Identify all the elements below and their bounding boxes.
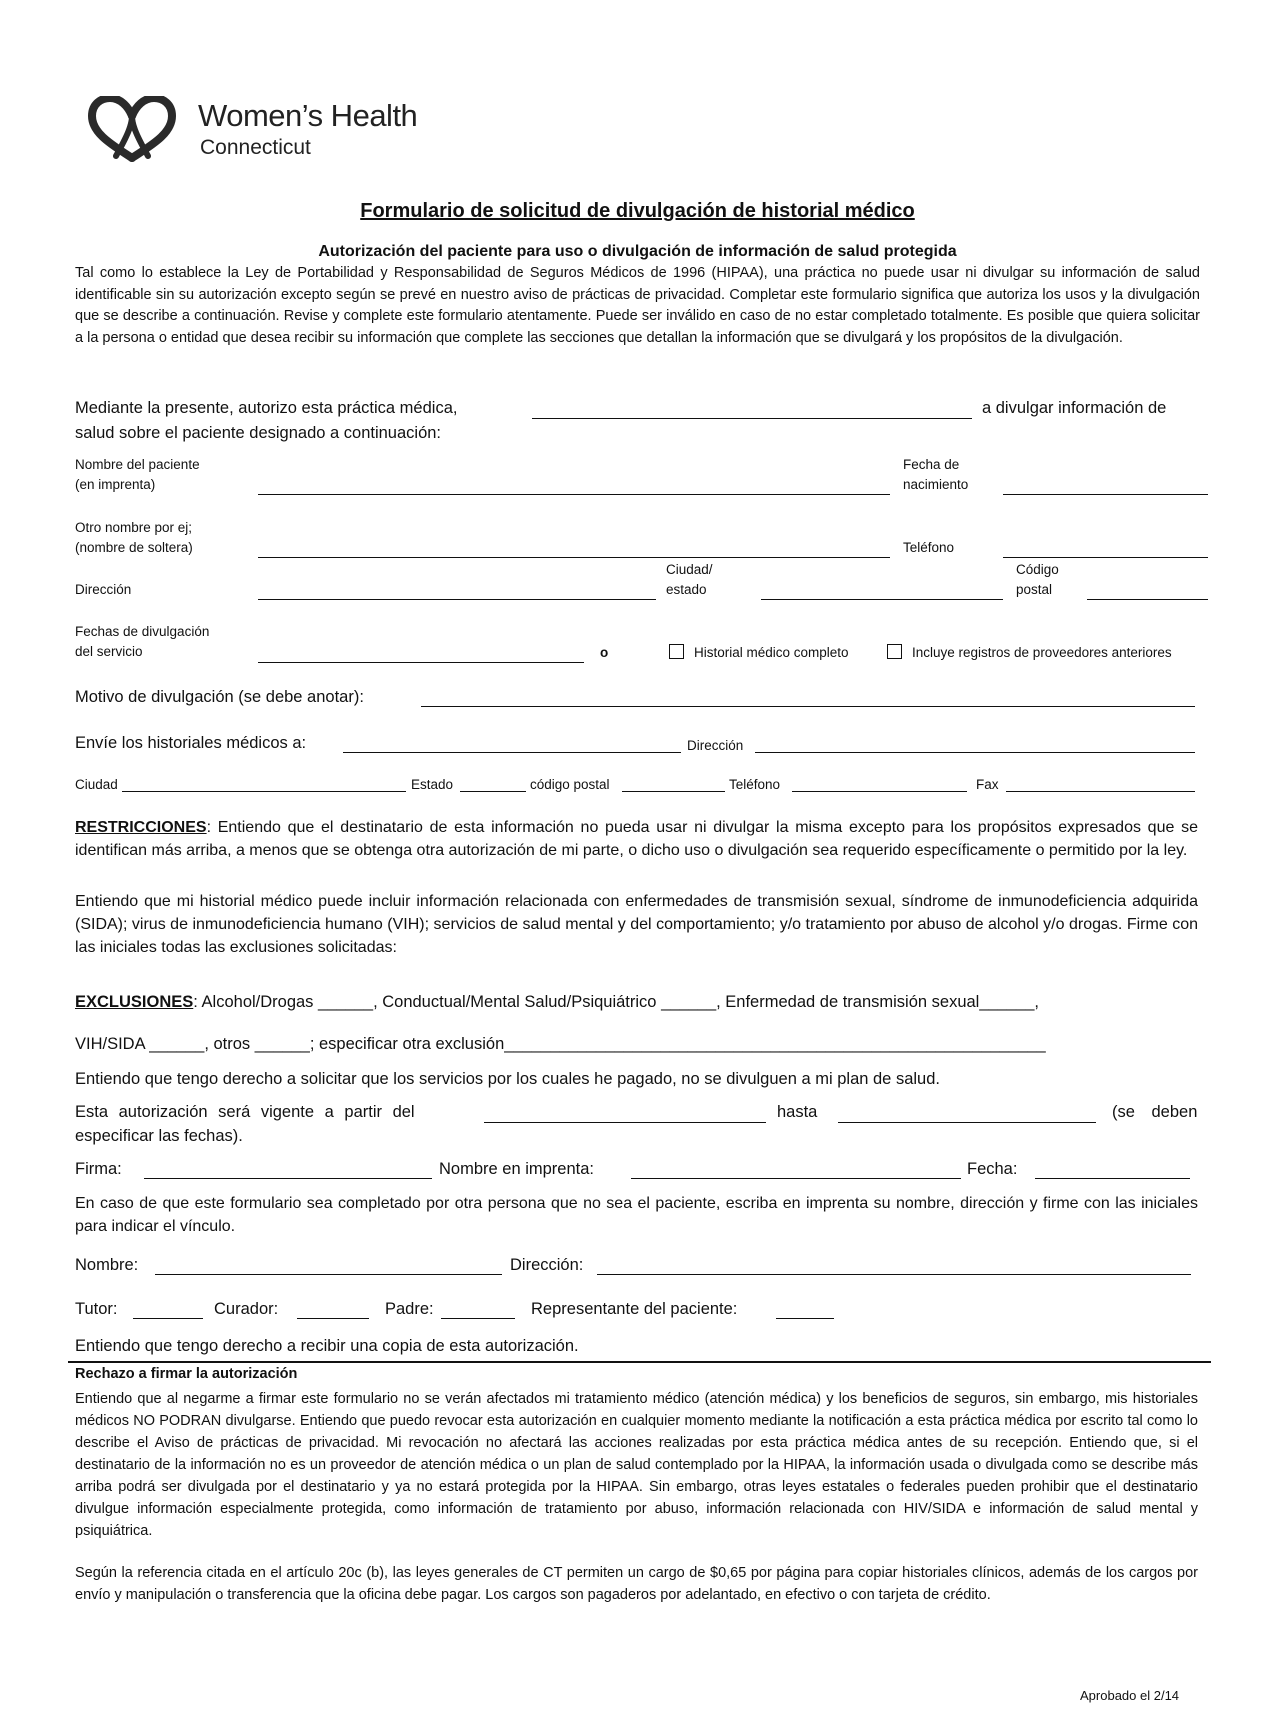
curator-label: Curador: bbox=[214, 1300, 279, 1318]
restrictions-paragraph-2: Entiendo que mi historial médico puede incluir información relacionada con enfermedades de transmisión sexual, síndrome de inmunodeficiencia adquirida (SIDA); virus de inmunodeficiencia humano (VIH); servicios de salud mental y del comportamiento; y/o tratamiento por abuso de alcohol y/o drogas. Firme con las iniciales todas las exclusiones solicitadas: bbox=[75, 893, 1198, 956]
date-label: Fecha: bbox=[967, 1160, 1018, 1178]
dates-label-2: del servicio bbox=[75, 644, 143, 659]
prior-providers-label: Incluye registros de proveedores anteriores bbox=[912, 645, 1172, 660]
zip-label-1: Código bbox=[1016, 562, 1059, 577]
city-label-1: Ciudad/ bbox=[666, 562, 713, 577]
reason-line[interactable] bbox=[421, 706, 1195, 707]
parent-line[interactable] bbox=[441, 1318, 515, 1319]
patient-name-label bbox=[75, 455, 200, 495]
complete-record-checkbox[interactable] bbox=[669, 644, 684, 659]
exclusions-text: : Alcohol/Drogas ______, Conductual/Mental Salud/Psiquiátrico ______, Enfermedad de transmisión sexual______, bbox=[193, 993, 1039, 1011]
fax-line[interactable] bbox=[1006, 791, 1195, 792]
state-label: Estado bbox=[411, 777, 454, 792]
rep-label: Representante del paciente: bbox=[531, 1300, 738, 1318]
phone-row-line[interactable] bbox=[792, 791, 967, 792]
send-address-label: Dirección bbox=[687, 738, 744, 753]
exclusions-line1 bbox=[75, 993, 1039, 1012]
or-label: o bbox=[600, 645, 609, 660]
heart-logo-icon bbox=[86, 96, 178, 166]
other-name-label-2: (nombre de soltera) bbox=[75, 540, 193, 555]
reason-label: Motivo de divulgación (se debe anotar): bbox=[75, 688, 364, 706]
validity-d: especificar las fechas). bbox=[75, 1127, 243, 1145]
address-label: Dirección bbox=[75, 582, 132, 597]
intro-paragraph: Tal como lo establece la Ley de Portabilidad y Responsabilidad de Seguros Médicos de 1996 (HIPAA), una práctica no puede usar ni divulgar su información de salud identificable sin su autorización excepto según se prevé en nuestro aviso de prácticas de privacidad. Completar este formulario significa que autoriza los usos y la divulgación que se describe a continuación. Revise y complete este formulario atentamente. Puede ser inválido en caso de no estar completado totalmente. Es posible que quiera solicitar a la persona o entidad que desea recibir su información que complete las secciones que detallan la información que se divulgará y los propósitos de la divulgación. bbox=[75, 265, 1200, 346]
other-person-text: En caso de que este formulario sea completado por otra persona que no sea el paciente, escriba en imprenta su nombre, dirección y firme con las iniciales para indicar el vínculo. bbox=[75, 1195, 1198, 1235]
logo-line1: Women’s Health bbox=[198, 98, 418, 133]
city-label-2: estado bbox=[666, 582, 707, 597]
guardian-label: Tutor: bbox=[75, 1300, 118, 1318]
prior-providers-checkbox[interactable] bbox=[887, 644, 902, 659]
authorize-line2: salud sobre el paciente designado a continuación: bbox=[75, 424, 442, 442]
other-name-line[interactable] bbox=[258, 557, 890, 558]
other-address-field-line[interactable] bbox=[597, 1274, 1191, 1275]
phone-row-label: Teléfono bbox=[729, 777, 781, 792]
validity-c: (se deben bbox=[1112, 1103, 1198, 1121]
phone-label: Teléfono bbox=[903, 540, 955, 555]
signature-label: Firma: bbox=[75, 1160, 122, 1178]
dob-line[interactable] bbox=[1003, 494, 1208, 495]
zip-label bbox=[1016, 560, 1059, 600]
zip-row-line[interactable] bbox=[622, 791, 725, 792]
zip-label-2: postal bbox=[1016, 582, 1053, 597]
phone-line[interactable] bbox=[1003, 557, 1208, 558]
patient-name-line[interactable] bbox=[258, 494, 890, 495]
other-name-label-1: Otro nombre por ej; bbox=[75, 520, 193, 535]
authorize-after: a divulgar información de bbox=[982, 399, 1167, 417]
restrictions-paragraph bbox=[75, 816, 1198, 862]
city-row-label: Ciudad bbox=[75, 777, 118, 792]
other-name-field-line[interactable] bbox=[155, 1274, 502, 1275]
restrictions-heading: RESTRICCIONES bbox=[75, 819, 207, 836]
refusal-heading: Rechazo a firmar la autorización bbox=[75, 1366, 298, 1382]
patient-name-label-1: Nombre del paciente bbox=[75, 457, 200, 472]
fax-label: Fax bbox=[976, 777, 999, 792]
exclusions-line2: VIH/SIDA ______, otros ______; especificar otra exclusión___________________________________________________________ bbox=[75, 1035, 1046, 1053]
validity-to-line[interactable] bbox=[838, 1122, 1096, 1123]
fees-text: Según la referencia citada en el artículo 20c (b), las leyes generales de CT permiten un cargo de $0,65 por página para copiar historiales clínicos, además de los cargos por envío y manipulación o transferencia que la oficina debe pagar. Los cargos son pagaderos por adelantado, en efectivo o con tarjeta de crédito. bbox=[75, 1565, 1198, 1603]
subtitle: Autorización del paciente para uso o divulgación de información de salud protegida bbox=[318, 243, 957, 260]
refusal-text: Entiendo que al negarme a firmar este formulario no se verán afectados mi tratamiento médico (atención médica) y los beneficios de seguros, sin embargo, mis historiales médicos NO PODRAN divulgarse. Entiendo que puedo revocar esta autorización en cualquier momento mediante la notificación a esta práctica médica por escrito tal como lo describe el Aviso de prácticas de privacidad. Mi revocación no afectará las acciones realizadas por esta práctica médica antes de su recepción. Entiendo que, si el destinatario de la información no es un proveedor de atención médica o un plan de salud contemplado por la HIPAA, la información usada o divulgada como se describe más arriba podrá ser divulgada por el destinatario y ya no estará protegida por la HIPAA. Sin embargo, otras leyes estatales o federales pueden prohibir que el destinatario divulgue información especialmente protegida, como información de tratamiento por abuso, información relacionada con HIV/SIDA e información de salud mental y psiquiátrica. bbox=[75, 1391, 1198, 1539]
practice-name-line[interactable] bbox=[532, 418, 972, 419]
validity-b: hasta bbox=[777, 1103, 818, 1121]
other-name-label bbox=[75, 518, 193, 558]
date-line[interactable] bbox=[1035, 1178, 1190, 1179]
right-unpaid-text: Entiendo que tengo derecho a solicitar que los servicios por los cuales he pagado, no se divulguen a mi plan de salud. bbox=[75, 1070, 940, 1088]
state-line[interactable] bbox=[460, 791, 526, 792]
curator-line[interactable] bbox=[297, 1318, 369, 1319]
dates-label bbox=[75, 622, 209, 662]
approved-date: Aprobado el 2/14 bbox=[1080, 1688, 1180, 1703]
guardian-line[interactable] bbox=[133, 1318, 203, 1319]
city-label bbox=[666, 560, 713, 600]
dob-label bbox=[903, 455, 968, 495]
zip-row-label: código postal bbox=[530, 777, 610, 792]
send-to-line[interactable] bbox=[343, 752, 681, 753]
city-row-line[interactable] bbox=[122, 791, 406, 792]
authorize-before: Mediante la presente, autorizo esta práctica médica, bbox=[75, 399, 458, 417]
other-address-field-label: Dirección: bbox=[510, 1256, 584, 1274]
validity-from-line[interactable] bbox=[484, 1122, 766, 1123]
city-line[interactable] bbox=[761, 599, 1003, 600]
dob-label-2: nacimiento bbox=[903, 477, 969, 492]
dob-label-1: Fecha de bbox=[903, 457, 960, 472]
complete-record-label: Historial médico completo bbox=[694, 645, 849, 660]
dates-line[interactable] bbox=[258, 662, 584, 663]
logo-line2: Connecticut bbox=[200, 136, 311, 159]
send-to-label: Envíe los historiales médicos a: bbox=[75, 734, 307, 752]
zip-line[interactable] bbox=[1087, 599, 1208, 600]
rep-line[interactable] bbox=[776, 1318, 834, 1319]
restrictions-text: : Entiendo que el destinatario de esta información no pueda usar ni divulgar la misma excepto para los propósitos expresados que se identifican más arriba, a menos que se obtenga otra autorización de mi parte, o dicho uso o divulgación sea requerido específicamente o permitido por la ley. bbox=[75, 819, 1198, 859]
other-name-field-label: Nombre: bbox=[75, 1256, 139, 1274]
logo bbox=[86, 96, 426, 166]
print-name-label: Nombre en imprenta: bbox=[439, 1160, 594, 1178]
patient-name-label-2: (en imprenta) bbox=[75, 477, 156, 492]
copy-right-text: Entiendo que tengo derecho a recibir una copia de esta autorización. bbox=[75, 1337, 579, 1355]
parent-label: Padre: bbox=[385, 1300, 434, 1318]
validity-a: Esta autorización será vigente a partir del bbox=[75, 1103, 415, 1121]
address-line[interactable] bbox=[258, 599, 656, 600]
exclusions-heading: EXCLUSIONES bbox=[75, 993, 194, 1011]
print-name-line[interactable] bbox=[631, 1178, 961, 1179]
page-title: Formulario de solicitud de divulgación de historial médico bbox=[360, 200, 915, 222]
dates-label-1: Fechas de divulgación bbox=[75, 624, 210, 639]
section-divider bbox=[68, 1361, 1211, 1363]
signature-line[interactable] bbox=[144, 1178, 432, 1179]
send-address-line[interactable] bbox=[755, 752, 1195, 753]
